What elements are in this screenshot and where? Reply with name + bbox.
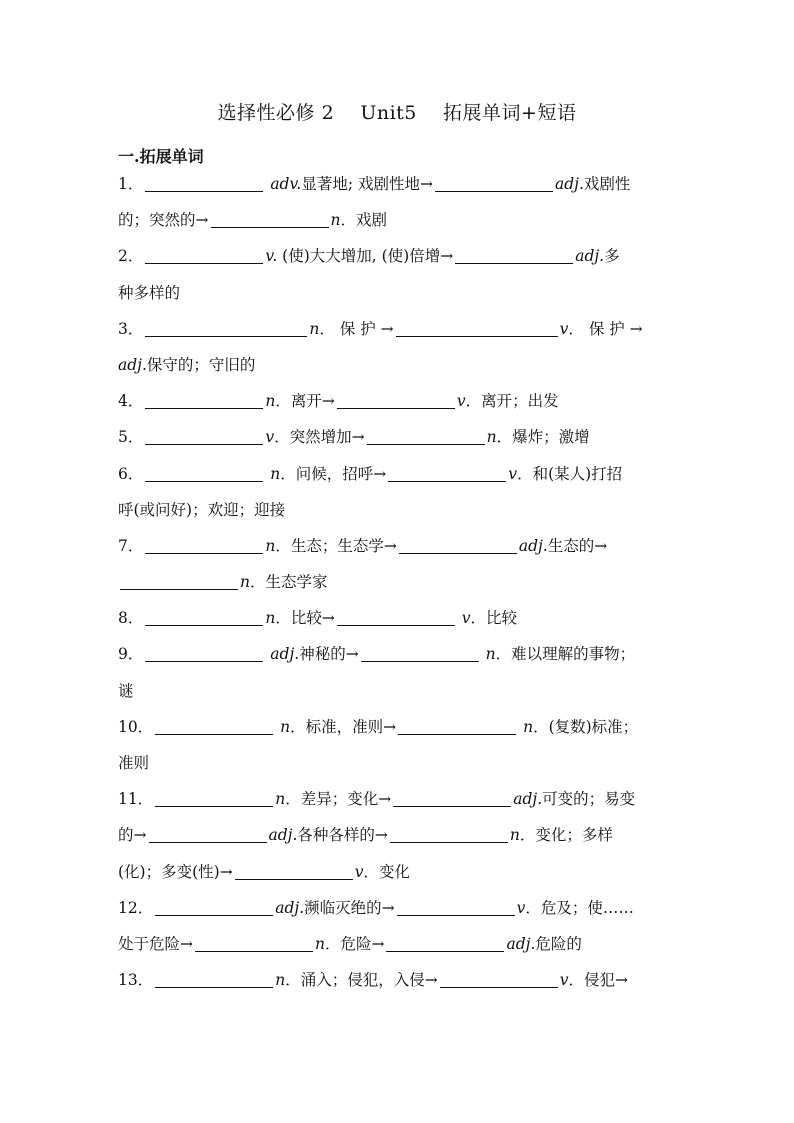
answer-blank[interactable] xyxy=(396,318,558,337)
line-text: ．离开；出发 xyxy=(465,392,559,411)
part-of-speech: n xyxy=(265,609,276,628)
answer-blank[interactable] xyxy=(145,643,263,662)
vocab-line xyxy=(118,166,678,202)
line-text: ． 保 护 → xyxy=(319,319,394,338)
part-of-speech: v xyxy=(456,609,471,628)
part-of-speech: adv. xyxy=(270,175,302,193)
line-text: ．差异；变化→ xyxy=(285,790,392,809)
answer-blank[interactable] xyxy=(149,824,267,843)
part-of-speech: adj. xyxy=(506,934,536,953)
part-of-speech: n xyxy=(275,717,291,736)
line-text: 濒临灭绝的→ xyxy=(304,898,395,917)
line-text: ．危险→ xyxy=(324,934,385,953)
part-of-speech: adj. xyxy=(518,536,548,555)
line-text: 8． xyxy=(118,609,144,628)
answer-blank[interactable] xyxy=(440,969,558,988)
line-text: ． 保 护 → xyxy=(568,319,643,338)
line-text: 保守的；守旧的 xyxy=(146,355,256,374)
vocab-line xyxy=(118,962,678,998)
part-of-speech: adj. xyxy=(118,355,147,374)
answer-blank[interactable] xyxy=(155,969,273,988)
vocab-line xyxy=(118,238,678,274)
part-of-speech: v xyxy=(456,392,466,411)
answer-blank[interactable] xyxy=(155,716,273,735)
vocab-line xyxy=(118,709,678,745)
line-text: 的→ xyxy=(118,826,147,845)
answer-blank[interactable] xyxy=(145,607,263,626)
answer-blank[interactable] xyxy=(195,933,313,952)
answer-blank[interactable] xyxy=(435,173,553,192)
line-text: ．比较 xyxy=(470,609,518,628)
vocabulary-list xyxy=(118,166,678,998)
answer-blank[interactable] xyxy=(145,426,263,445)
line-text: 谜 xyxy=(118,681,134,700)
answer-blank[interactable] xyxy=(155,788,273,807)
part-of-speech: n xyxy=(265,536,276,555)
part-of-speech: v. xyxy=(265,247,278,266)
line-text: 可变的；易变 xyxy=(542,790,636,809)
answer-blank[interactable] xyxy=(337,390,455,409)
part-of-speech: adj. xyxy=(575,247,605,266)
part-of-speech: n xyxy=(486,428,497,447)
line-text: 1． xyxy=(118,175,144,193)
answer-blank[interactable] xyxy=(361,643,479,662)
vocab-line xyxy=(118,817,678,853)
part-of-speech: n xyxy=(330,211,341,230)
line-text: 危险的 xyxy=(535,934,582,953)
answer-blank[interactable] xyxy=(399,535,517,554)
line-text: 神秘的→ xyxy=(299,645,359,664)
answer-blank[interactable] xyxy=(235,861,353,880)
part-of-speech: n xyxy=(265,464,281,483)
answer-blank[interactable] xyxy=(455,245,573,264)
line-text: 11． xyxy=(118,790,154,809)
answer-blank[interactable] xyxy=(390,824,508,843)
vocab-line xyxy=(118,890,678,926)
line-text: 9． xyxy=(118,645,144,664)
line-text: 7． xyxy=(118,536,144,555)
vocab-line xyxy=(118,311,678,347)
line-text: ．戏剧 xyxy=(340,211,387,230)
line-text: ．侵犯→ xyxy=(568,971,628,990)
part-of-speech: n xyxy=(315,934,325,953)
answer-blank[interactable] xyxy=(397,897,515,916)
line-text: 5． xyxy=(118,428,144,447)
line-text: ．难以理解的事物； xyxy=(495,645,636,664)
line-text: ．离开→ xyxy=(275,392,335,411)
vocab-line xyxy=(118,600,678,636)
line-text: 多 xyxy=(604,247,620,266)
vocab-line xyxy=(118,781,678,817)
page-title: 选择性必修 2 Unit5 拓展单词+短语 xyxy=(217,102,577,124)
line-text: ．问候，招呼→ xyxy=(280,464,387,483)
answer-blank[interactable] xyxy=(367,426,485,445)
line-text: 4． xyxy=(118,392,144,411)
part-of-speech: n xyxy=(518,717,534,736)
line-text: 种多样的 xyxy=(118,283,181,302)
line-text: ．标准，准则→ xyxy=(290,717,397,736)
vocab-line xyxy=(118,528,678,564)
part-of-speech: n xyxy=(480,645,496,664)
part-of-speech: n xyxy=(275,790,286,809)
line-text: 12． xyxy=(118,898,154,917)
part-of-speech: v xyxy=(508,464,518,483)
line-text: 处于危险→ xyxy=(118,934,193,953)
vocab-line xyxy=(118,383,678,419)
part-of-speech: adj. xyxy=(268,826,298,845)
part-of-speech: n xyxy=(309,319,320,338)
line-text: ．突然增加→ xyxy=(274,428,365,447)
line-text: (化)；多变(性)→ xyxy=(118,862,233,881)
part-of-speech: v xyxy=(516,898,526,917)
line-text: ．危及；使…… xyxy=(525,898,634,917)
line-text: ．比较→ xyxy=(275,609,335,628)
section-heading: 一.拓展单词 xyxy=(118,147,204,166)
part-of-speech: v xyxy=(559,971,569,990)
answer-blank[interactable] xyxy=(388,463,506,482)
vocab-line xyxy=(118,926,678,962)
line-text: ．涌入；侵犯，入侵→ xyxy=(285,971,438,990)
line-text: ．和(某人)打招 xyxy=(517,464,623,483)
line-text: 13． xyxy=(118,971,154,990)
vocab-line xyxy=(118,202,678,238)
part-of-speech: adj. xyxy=(554,175,584,193)
line-text: ．生态学家 xyxy=(249,573,328,592)
line-text: ．变化；多样 xyxy=(519,826,613,845)
line-text: 的；突然的→ xyxy=(118,211,209,230)
part-of-speech: n xyxy=(275,971,286,990)
answer-blank[interactable] xyxy=(145,173,263,192)
line-text: ．变化 xyxy=(363,862,410,881)
vocab-line xyxy=(118,347,678,383)
vocab-line xyxy=(118,854,678,890)
answer-blank[interactable] xyxy=(386,933,504,952)
part-of-speech: v xyxy=(354,862,364,881)
answer-blank[interactable] xyxy=(337,607,455,626)
vocab-line xyxy=(118,745,678,781)
answer-blank[interactable] xyxy=(120,571,238,590)
vocab-line xyxy=(118,636,678,672)
line-text: 呼(或问好)；欢迎；迎接 xyxy=(118,500,286,519)
vocab-line xyxy=(118,673,678,709)
part-of-speech: v xyxy=(265,428,275,447)
line-text: ．爆炸；激增 xyxy=(496,428,590,447)
vocab-line xyxy=(118,456,678,492)
line-text: 准则 xyxy=(118,754,150,772)
part-of-speech: adj. xyxy=(265,645,300,664)
answer-blank[interactable] xyxy=(211,209,329,228)
line-text: 10． xyxy=(118,717,154,736)
line-text: 戏剧性 xyxy=(583,175,631,193)
part-of-speech: n xyxy=(240,573,250,592)
part-of-speech: n xyxy=(509,826,520,845)
line-text: 各种各样的→ xyxy=(297,826,388,845)
line-text: (使)大大增加, (使)倍增→ xyxy=(277,247,454,266)
line-text: 2． xyxy=(118,247,144,266)
answer-blank[interactable] xyxy=(398,716,516,735)
vocab-line xyxy=(118,492,678,528)
part-of-speech: n xyxy=(265,392,276,411)
line-text: ．(复数)标准； xyxy=(533,717,639,736)
answer-blank[interactable] xyxy=(145,535,263,554)
answer-blank[interactable] xyxy=(145,245,263,264)
part-of-speech: v xyxy=(559,319,569,338)
line-text: ．生态；生态学→ xyxy=(275,536,397,555)
part-of-speech: adj. xyxy=(513,790,543,809)
answer-blank[interactable] xyxy=(155,897,273,916)
vocab-line xyxy=(118,275,678,311)
answer-blank[interactable] xyxy=(145,463,263,482)
answer-blank[interactable] xyxy=(393,788,511,807)
vocab-line xyxy=(118,564,678,600)
line-text: 显著地; 戏剧性地→ xyxy=(301,175,433,193)
answer-blank[interactable] xyxy=(145,390,263,409)
part-of-speech: adj. xyxy=(275,898,305,917)
answer-blank[interactable] xyxy=(145,318,307,337)
line-text: 3． xyxy=(118,319,144,338)
line-text: 生态的→ xyxy=(547,536,608,555)
line-text: 6． xyxy=(118,464,144,483)
vocab-line xyxy=(118,419,678,455)
